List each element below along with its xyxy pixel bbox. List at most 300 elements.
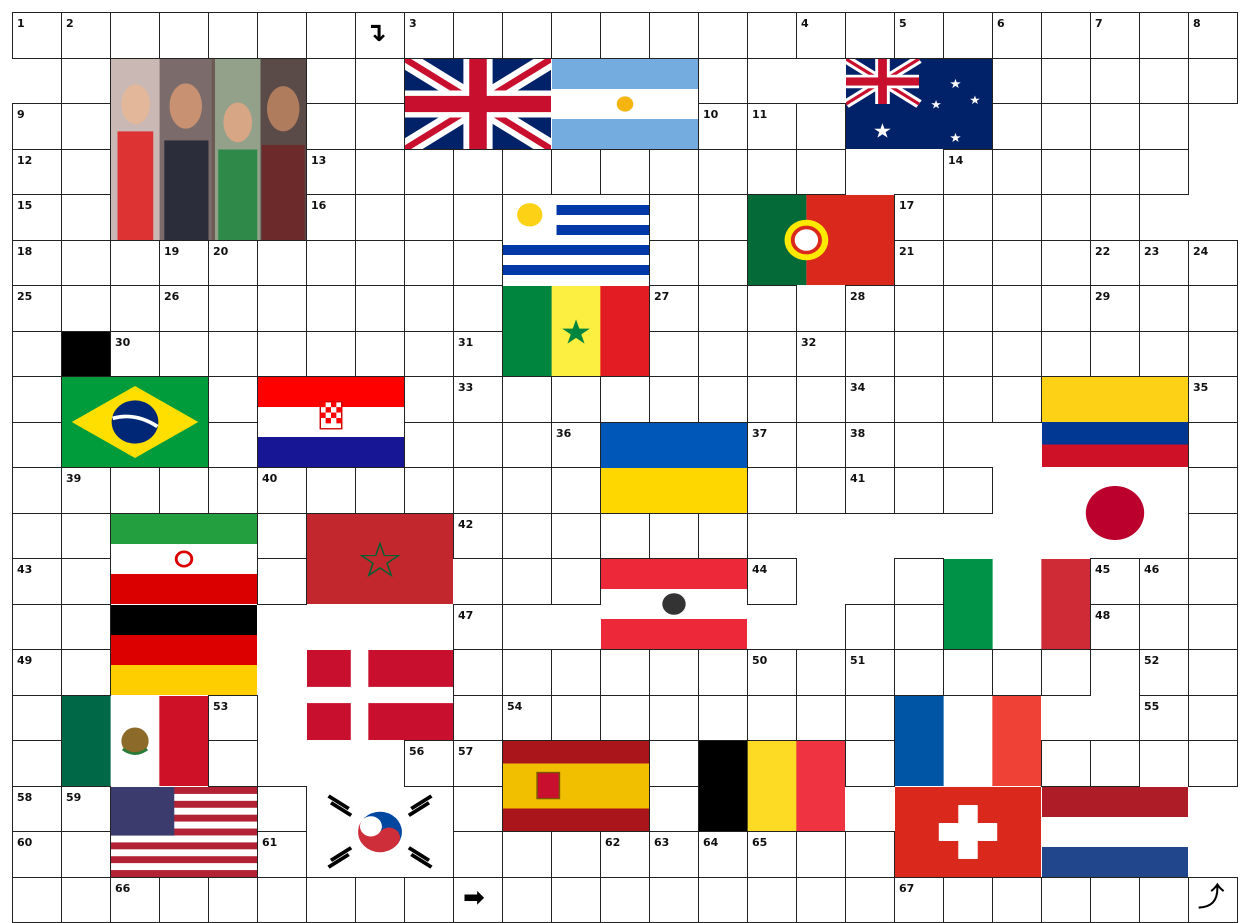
grid-cell[interactable]: [453, 194, 503, 241]
flag-croatia: [258, 377, 404, 467]
clue-number: 62: [605, 837, 620, 848]
grid-cell[interactable]: [12, 877, 62, 923]
grid-cell[interactable]: [551, 831, 601, 878]
grid-cell[interactable]: [306, 877, 356, 923]
grid-cell[interactable]: [551, 649, 601, 696]
grid-cell[interactable]: [306, 285, 356, 332]
grid-cell[interactable]: [355, 149, 405, 196]
grid-cell[interactable]: [992, 103, 1042, 150]
grid-cell[interactable]: [12, 740, 62, 787]
grid-cell[interactable]: [649, 695, 699, 742]
grid-cell[interactable]: [698, 376, 748, 423]
clue-number: 16: [311, 200, 326, 211]
grid-cell[interactable]: [600, 695, 650, 742]
grid-cell[interactable]: [208, 285, 258, 332]
flag-usa: [111, 787, 257, 877]
svg-text:★: ★: [560, 314, 592, 352]
grid-cell[interactable]: [894, 376, 944, 423]
grid-cell[interactable]: [159, 12, 209, 59]
grid-cell[interactable]: [747, 467, 797, 514]
grid-cell[interactable]: [355, 240, 405, 287]
grid-cell[interactable]: [747, 285, 797, 332]
grid-cell[interactable]: [698, 695, 748, 742]
grid-cell[interactable]: [551, 12, 601, 59]
grid-cell[interactable]: [698, 240, 748, 287]
clue-number: 45: [1095, 564, 1110, 575]
clue-number: 58: [17, 792, 32, 803]
grid-cell[interactable]: [1188, 604, 1238, 651]
clue-number: 39: [66, 473, 81, 484]
grid-cell[interactable]: [1188, 558, 1238, 605]
grid-cell[interactable]: [600, 376, 650, 423]
flag-italy: [944, 559, 1090, 649]
grid-cell[interactable]: [61, 194, 111, 241]
grid-cell[interactable]: [502, 376, 552, 423]
grid-cell[interactable]: [257, 12, 307, 59]
svg-text:★: ★: [949, 77, 961, 91]
clue-number: 66: [115, 883, 130, 894]
grid-cell[interactable]: [257, 877, 307, 923]
grid-cell[interactable]: [943, 877, 993, 923]
grid-cell[interactable]: [845, 331, 895, 378]
grid-cell[interactable]: [845, 877, 895, 923]
grid-cell[interactable]: [845, 695, 895, 742]
grid-cell[interactable]: [796, 649, 846, 696]
clue-number: 43: [17, 564, 32, 575]
clue-number: 33: [458, 382, 473, 393]
grid-cell[interactable]: [992, 149, 1042, 196]
grid-cell[interactable]: [159, 877, 209, 923]
grid-cell[interactable]: [306, 58, 356, 105]
clue-number: 5: [899, 18, 907, 29]
clue-number: 52: [1144, 655, 1159, 666]
clue-number: 49: [17, 655, 32, 666]
clue-number: 7: [1095, 18, 1103, 29]
grid-cell[interactable]: [796, 695, 846, 742]
grid-cell[interactable]: [502, 149, 552, 196]
grid-cell[interactable]: [698, 331, 748, 378]
grid-cell[interactable]: [12, 376, 62, 423]
grid-cell[interactable]: [649, 331, 699, 378]
clue-number: 60: [17, 837, 32, 848]
grid-cell[interactable]: [992, 877, 1042, 923]
grid-cell[interactable]: [12, 513, 62, 560]
grid-cell[interactable]: [943, 376, 993, 423]
grid-cell[interactable]: [1041, 12, 1091, 59]
grid-cell[interactable]: [61, 103, 111, 150]
grid-cell[interactable]: [1041, 877, 1091, 923]
grid-cell[interactable]: [551, 467, 601, 514]
svg-text:☆: ☆: [356, 531, 404, 589]
grid-cell[interactable]: [208, 877, 258, 923]
grid-cell[interactable]: [61, 558, 111, 605]
clue-number: 34: [850, 382, 865, 393]
grid-cell[interactable]: [257, 513, 307, 560]
grid-cell[interactable]: [355, 194, 405, 241]
flag-morocco: [307, 514, 453, 604]
grid-cell[interactable]: [502, 831, 552, 878]
clue-number: 6: [997, 18, 1005, 29]
grid-cell[interactable]: [894, 285, 944, 332]
clue-number: 9: [17, 109, 25, 120]
grid-cell[interactable]: [12, 695, 62, 742]
grid-cell[interactable]: [649, 740, 699, 787]
grid-cell[interactable]: [306, 103, 356, 150]
grid-cell[interactable]: [1041, 194, 1091, 241]
grid-cell[interactable]: [1139, 285, 1189, 332]
grid-cell[interactable]: [12, 331, 62, 378]
clue-number: 42: [458, 519, 473, 530]
flag-denmark: [307, 650, 453, 740]
flag-iran: [111, 514, 257, 604]
clue-number: 37: [752, 428, 767, 439]
grid-cell[interactable]: [943, 467, 993, 514]
grid-cell[interactable]: [1139, 58, 1189, 105]
grid-cell[interactable]: [698, 194, 748, 241]
grid-cell[interactable]: [502, 649, 552, 696]
flag-netherlands: [1042, 787, 1188, 877]
grid-cell[interactable]: [649, 194, 699, 241]
grid-cell[interactable]: [1090, 740, 1140, 787]
grid-cell[interactable]: [1090, 194, 1140, 241]
grid-cell[interactable]: [894, 649, 944, 696]
clue-number: 61: [262, 837, 277, 848]
grid-cell[interactable]: [257, 786, 307, 833]
grid-cell[interactable]: [649, 240, 699, 287]
grid-cell[interactable]: [453, 285, 503, 332]
grid-cell[interactable]: [747, 12, 797, 59]
clue-number: 56: [409, 746, 424, 757]
grid-cell[interactable]: [404, 877, 454, 923]
grid-cell[interactable]: [257, 240, 307, 287]
grid-cell[interactable]: [992, 58, 1042, 105]
grid-cell[interactable]: [747, 331, 797, 378]
svg-text:★: ★: [969, 93, 980, 106]
grid-cell[interactable]: [1188, 740, 1238, 787]
grid-cell[interactable]: [110, 12, 160, 59]
grid-cell[interactable]: [404, 467, 454, 514]
grid-cell[interactable]: [845, 740, 895, 787]
grid-cell[interactable]: [894, 422, 944, 469]
grid-cell[interactable]: [61, 877, 111, 923]
grid-cell[interactable]: [502, 12, 552, 59]
grid-cell[interactable]: [1188, 513, 1238, 560]
clue-number: 22: [1095, 246, 1110, 257]
grid-cell[interactable]: [257, 331, 307, 378]
grid-cell[interactable]: [208, 422, 258, 469]
grid-cell[interactable]: [61, 149, 111, 196]
grid-cell[interactable]: [698, 649, 748, 696]
grid-cell[interactable]: [649, 376, 699, 423]
clue-number: 46: [1144, 564, 1159, 575]
grid-cell[interactable]: [502, 558, 552, 605]
grid-cell[interactable]: [551, 149, 601, 196]
grid-cell[interactable]: [1188, 695, 1238, 742]
grid-cell[interactable]: [698, 285, 748, 332]
grid-cell[interactable]: [1139, 604, 1189, 651]
grid-cell[interactable]: [796, 376, 846, 423]
grid-cell[interactable]: [453, 149, 503, 196]
clue-number: 54: [507, 701, 522, 712]
grid-cell[interactable]: [404, 376, 454, 423]
clue-number: 36: [556, 428, 571, 439]
grid-cell[interactable]: [61, 240, 111, 287]
svg-text:★: ★: [873, 119, 892, 142]
clue-number: 24: [1193, 246, 1208, 257]
grid-cell[interactable]: [992, 649, 1042, 696]
grid-cell[interactable]: [551, 376, 601, 423]
clue-number: 28: [850, 291, 865, 302]
clue-number: 1: [17, 18, 25, 29]
grid-cell[interactable]: [404, 149, 454, 196]
grid-cell[interactable]: [1090, 877, 1140, 923]
grid-cell[interactable]: [404, 422, 454, 469]
clue-number: 8: [1193, 18, 1201, 29]
grid-cell[interactable]: [61, 604, 111, 651]
grid-cell[interactable]: [894, 331, 944, 378]
grid-cell[interactable]: [110, 467, 160, 514]
grid-cell[interactable]: [61, 513, 111, 560]
grid-cell[interactable]: [453, 649, 503, 696]
grid-cell[interactable]: [1139, 149, 1189, 196]
grid-cell[interactable]: [453, 422, 503, 469]
grid-cell[interactable]: [502, 467, 552, 514]
clue-number: 20: [213, 246, 228, 257]
grid-cell[interactable]: [404, 240, 454, 287]
clue-number: 12: [17, 155, 32, 166]
flag-australia: [846, 59, 992, 149]
grid-cell[interactable]: [600, 149, 650, 196]
grid-cell[interactable]: [1090, 103, 1140, 150]
grid-cell[interactable]: [698, 513, 748, 560]
grid-cell[interactable]: [943, 285, 993, 332]
grid-cell[interactable]: [845, 831, 895, 878]
grid-cell[interactable]: [355, 58, 405, 105]
grid-cell[interactable]: [453, 467, 503, 514]
clue-number: 35: [1193, 382, 1208, 393]
grid-cell[interactable]: [159, 467, 209, 514]
grid-cell[interactable]: [845, 604, 895, 651]
clue-number: 21: [899, 246, 914, 257]
turn-down-arrow-top-icon: ↴: [365, 20, 387, 46]
grid-cell[interactable]: [649, 649, 699, 696]
grid-cell[interactable]: [1188, 331, 1238, 378]
grid-cell[interactable]: [796, 831, 846, 878]
grid-cell[interactable]: [796, 877, 846, 923]
grid-cell[interactable]: [551, 558, 601, 605]
grid-cell[interactable]: [355, 103, 405, 150]
flag-south-korea: [307, 787, 453, 877]
grid-cell[interactable]: [698, 149, 748, 196]
clue-number: 3: [409, 18, 417, 29]
grid-cell[interactable]: [747, 376, 797, 423]
grid-cell[interactable]: [306, 467, 356, 514]
grid-cell[interactable]: [453, 695, 503, 742]
flag-portugal: [748, 195, 894, 285]
grid-cell[interactable]: [1041, 149, 1091, 196]
grid-cell[interactable]: [61, 58, 111, 105]
grid-cell[interactable]: [943, 194, 993, 241]
grid-cell[interactable]: [845, 12, 895, 59]
grid-cell[interactable]: [698, 58, 748, 105]
grid-cell[interactable]: [894, 467, 944, 514]
grid-cell[interactable]: [1090, 149, 1140, 196]
grid-cell[interactable]: [12, 604, 62, 651]
grid-cell[interactable]: [1188, 467, 1238, 514]
grid-cell[interactable]: [649, 12, 699, 59]
grid-cell[interactable]: [159, 331, 209, 378]
grid-cell[interactable]: [1041, 740, 1091, 787]
grid-cell[interactable]: [992, 285, 1042, 332]
grid-cell[interactable]: [943, 331, 993, 378]
clue-number: 50: [752, 655, 767, 666]
grid-cell[interactable]: [894, 558, 944, 605]
grid-cell[interactable]: [306, 240, 356, 287]
svg-text:★: ★: [930, 97, 941, 110]
grid-cell[interactable]: [796, 422, 846, 469]
grid-cell[interactable]: [600, 877, 650, 923]
grid-cell[interactable]: [208, 467, 258, 514]
grid-cell[interactable]: [551, 695, 601, 742]
grid-cell[interactable]: [649, 786, 699, 833]
grid-cell[interactable]: [992, 240, 1042, 287]
grid-cell[interactable]: [1041, 103, 1091, 150]
grid-cell[interactable]: [943, 12, 993, 59]
grid-cell[interactable]: [600, 12, 650, 59]
grid-cell[interactable]: [698, 12, 748, 59]
grid-cell[interactable]: [1188, 422, 1238, 469]
grid-cell[interactable]: [992, 331, 1042, 378]
grid-cell[interactable]: [1041, 58, 1091, 105]
grid-cell[interactable]: [208, 331, 258, 378]
clue-number: 23: [1144, 246, 1159, 257]
turn-up-arrow-corner-icon: ⤴: [1198, 885, 1224, 911]
grid-cell[interactable]: [796, 149, 846, 196]
grid-cell[interactable]: [404, 285, 454, 332]
grid-cell[interactable]: [257, 285, 307, 332]
grid-cell[interactable]: [1041, 331, 1091, 378]
grid-cell[interactable]: [355, 467, 405, 514]
grid-cell[interactable]: [257, 558, 307, 605]
clue-number: 30: [115, 337, 130, 348]
clue-number: 18: [17, 246, 32, 257]
clue-number: 27: [654, 291, 669, 302]
grid-cell[interactable]: [796, 467, 846, 514]
grid-cell[interactable]: [992, 376, 1042, 423]
grid-cell[interactable]: [61, 831, 111, 878]
grid-cell[interactable]: [551, 513, 601, 560]
svg-text:★: ★: [949, 131, 961, 145]
grid-cell[interactable]: [453, 786, 503, 833]
grid-cell[interactable]: [796, 103, 846, 150]
clue-number: 59: [66, 792, 81, 803]
grid-cell[interactable]: [306, 331, 356, 378]
grid-cell[interactable]: [698, 877, 748, 923]
grid-cell[interactable]: [502, 877, 552, 923]
black-cell: [61, 331, 111, 378]
grid-cell[interactable]: [747, 877, 797, 923]
grid-cell[interactable]: [355, 285, 405, 332]
grid-cell[interactable]: [502, 422, 552, 469]
grid-cell[interactable]: [208, 12, 258, 59]
grid-cell[interactable]: [208, 740, 258, 787]
flag-united-kingdom: [405, 59, 551, 149]
clue-number: 11: [752, 109, 767, 120]
grid-cell[interactable]: [600, 649, 650, 696]
grid-cell[interactable]: [1139, 103, 1189, 150]
clue-number: 26: [164, 291, 179, 302]
grid-cell[interactable]: [1041, 240, 1091, 287]
grid-cell[interactable]: [747, 149, 797, 196]
grid-cell[interactable]: [1090, 58, 1140, 105]
grid-cell[interactable]: [894, 604, 944, 651]
clue-number: 55: [1144, 701, 1159, 712]
grid-cell[interactable]: [306, 12, 356, 59]
flag-switzerland: [895, 787, 1041, 877]
grid-cell[interactable]: [1188, 285, 1238, 332]
grid-cell[interactable]: [61, 285, 111, 332]
grid-cell[interactable]: [943, 240, 993, 287]
flag-ukraine: [601, 423, 747, 513]
flag-austria: [601, 559, 747, 649]
grid-cell[interactable]: [110, 285, 160, 332]
grid-cell[interactable]: [1188, 58, 1238, 105]
grid-cell[interactable]: [404, 194, 454, 241]
grid-cell[interactable]: [551, 877, 601, 923]
grid-cell[interactable]: [355, 877, 405, 923]
clue-number: 65: [752, 837, 767, 848]
grid-cell[interactable]: [1188, 649, 1238, 696]
grid-cell[interactable]: [355, 331, 405, 378]
grid-cell[interactable]: [600, 513, 650, 560]
grid-cell[interactable]: [649, 513, 699, 560]
grid-cell[interactable]: [453, 12, 503, 59]
clue-number: 2: [66, 18, 74, 29]
grid-cell[interactable]: [943, 649, 993, 696]
grid-cell[interactable]: [1041, 649, 1091, 696]
grid-cell[interactable]: [649, 149, 699, 196]
clue-number: 13: [311, 155, 326, 166]
grid-cell[interactable]: [747, 695, 797, 742]
clue-number: 63: [654, 837, 669, 848]
grid-cell[interactable]: [453, 831, 503, 878]
clue-number: 64: [703, 837, 718, 848]
flag-uruguay: [503, 195, 649, 285]
grid-cell[interactable]: [208, 376, 258, 423]
grid-cell[interactable]: [453, 240, 503, 287]
grid-cell[interactable]: [1139, 331, 1189, 378]
clue-number: 48: [1095, 610, 1110, 621]
clue-number: 47: [458, 610, 473, 621]
football-players-photo: [111, 59, 306, 240]
grid-cell[interactable]: [992, 194, 1042, 241]
grid-cell[interactable]: [1090, 331, 1140, 378]
grid-cell[interactable]: [110, 240, 160, 287]
clue-number: 29: [1095, 291, 1110, 302]
grid-cell[interactable]: [502, 513, 552, 560]
grid-cell[interactable]: [1139, 877, 1189, 923]
grid-cell[interactable]: [61, 649, 111, 696]
clue-number: 32: [801, 337, 816, 348]
grid-cell[interactable]: [649, 877, 699, 923]
clue-number: 25: [17, 291, 32, 302]
clue-number: 10: [703, 109, 718, 120]
grid-cell[interactable]: [1041, 285, 1091, 332]
grid-cell[interactable]: [12, 467, 62, 514]
grid-cell[interactable]: [12, 422, 62, 469]
grid-cell[interactable]: [1139, 12, 1189, 59]
grid-cell[interactable]: [404, 331, 454, 378]
